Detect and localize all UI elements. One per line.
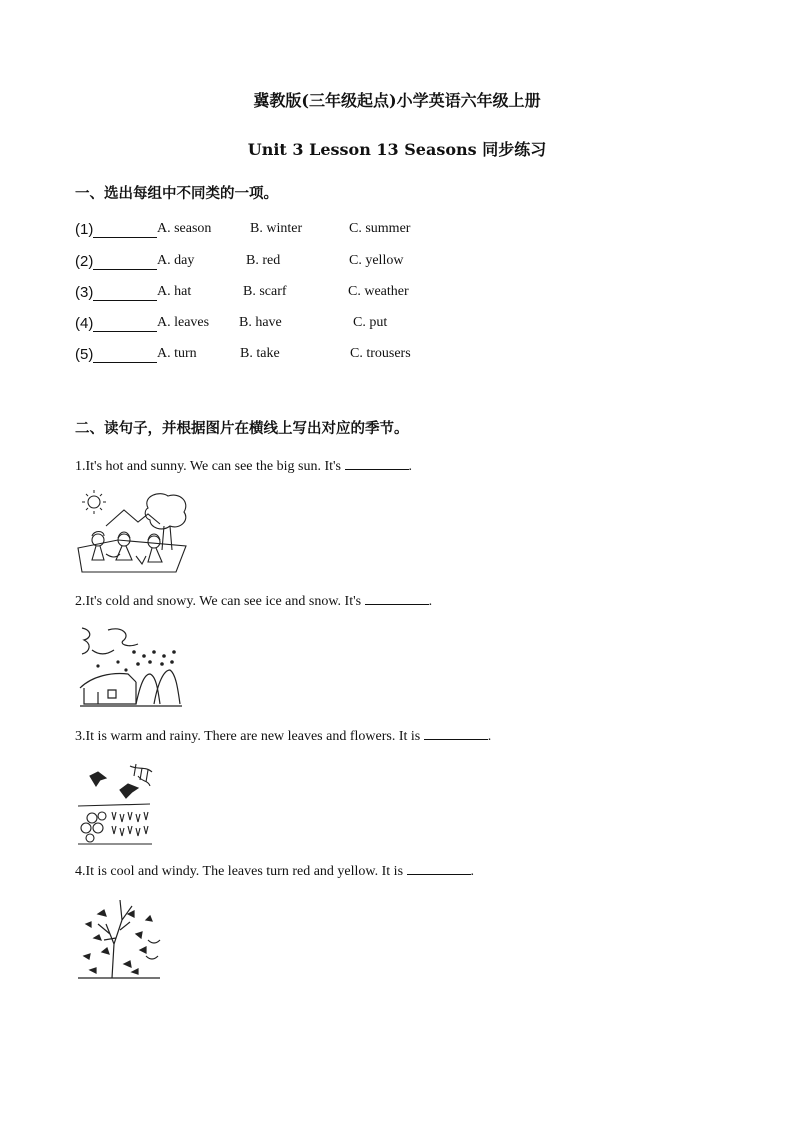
option-a: A. season	[157, 221, 212, 236]
snowy-house-picture	[78, 626, 182, 708]
sentence-text: 3.It is warm and rainy. There are new leaves and flowers. It is	[75, 729, 421, 744]
option-b: B. winter	[250, 221, 303, 236]
option-a: A. leaves	[157, 315, 210, 330]
option-a: A. turn	[157, 346, 197, 361]
season-blank[interactable]	[407, 862, 471, 875]
answer-blank[interactable]	[93, 300, 157, 301]
part2-heading: 二、读句子，并根据图片在横线上写出对应的季节。	[75, 421, 409, 437]
option-b: B. scarf	[243, 284, 287, 299]
sentence-1	[75, 457, 412, 475]
option-c: C. yellow	[349, 253, 404, 268]
question-3	[75, 284, 475, 304]
part1-heading: 一、选出每组中不同类的一项。	[75, 186, 278, 202]
option-a: A. hat	[157, 284, 192, 299]
answer-blank[interactable]	[93, 269, 157, 270]
option-a: A. day	[157, 253, 195, 268]
sentence-period: .	[408, 459, 412, 474]
sentence-text: 4.It is cool and windy. The leaves turn red and yellow. It is	[75, 864, 404, 879]
sentence-3	[75, 727, 491, 745]
sentence-period: .	[487, 729, 492, 744]
sentence-4	[75, 862, 474, 880]
question-number: (1)	[75, 221, 94, 238]
answer-blank[interactable]	[93, 331, 157, 332]
option-c: C. trousers	[350, 346, 411, 361]
question-1	[75, 221, 475, 241]
season-blank[interactable]	[365, 592, 429, 605]
option-b: B. take	[240, 346, 280, 361]
season-blank[interactable]	[424, 727, 488, 740]
answer-blank[interactable]	[93, 362, 157, 363]
question-4	[75, 315, 475, 335]
question-2	[75, 253, 475, 273]
summer-picnic-picture	[76, 488, 192, 576]
falling-leaves-picture	[76, 894, 162, 980]
option-b: B. red	[246, 253, 281, 268]
sentence-period: .	[470, 864, 475, 879]
sentence-text: 2.It's cold and snowy. We can see ice and snow. It's	[75, 594, 362, 609]
option-c: C. put	[353, 315, 388, 330]
question-number: (3)	[75, 284, 94, 301]
question-number: (2)	[75, 253, 94, 270]
question-number: (5)	[75, 346, 94, 363]
question-number: (4)	[75, 315, 94, 332]
worksheet-title: 冀教版(三年级起点)小学英语六年级上册	[253, 91, 541, 110]
sentence-period: .	[428, 594, 433, 609]
option-c: C. weather	[348, 284, 409, 299]
sentence-2	[75, 592, 432, 610]
season-blank[interactable]	[345, 457, 409, 470]
answer-blank[interactable]	[93, 237, 157, 238]
worksheet-subtitle: Unit 3 Lesson 13 Seasons 同步练习	[247, 140, 547, 159]
birds-flowers-picture	[76, 762, 156, 846]
option-b: B. have	[239, 315, 282, 330]
question-5	[75, 346, 475, 366]
sentence-text: 1.It's hot and sunny. We can see the big sun. It's	[75, 459, 341, 474]
option-c: C. summer	[349, 221, 411, 236]
